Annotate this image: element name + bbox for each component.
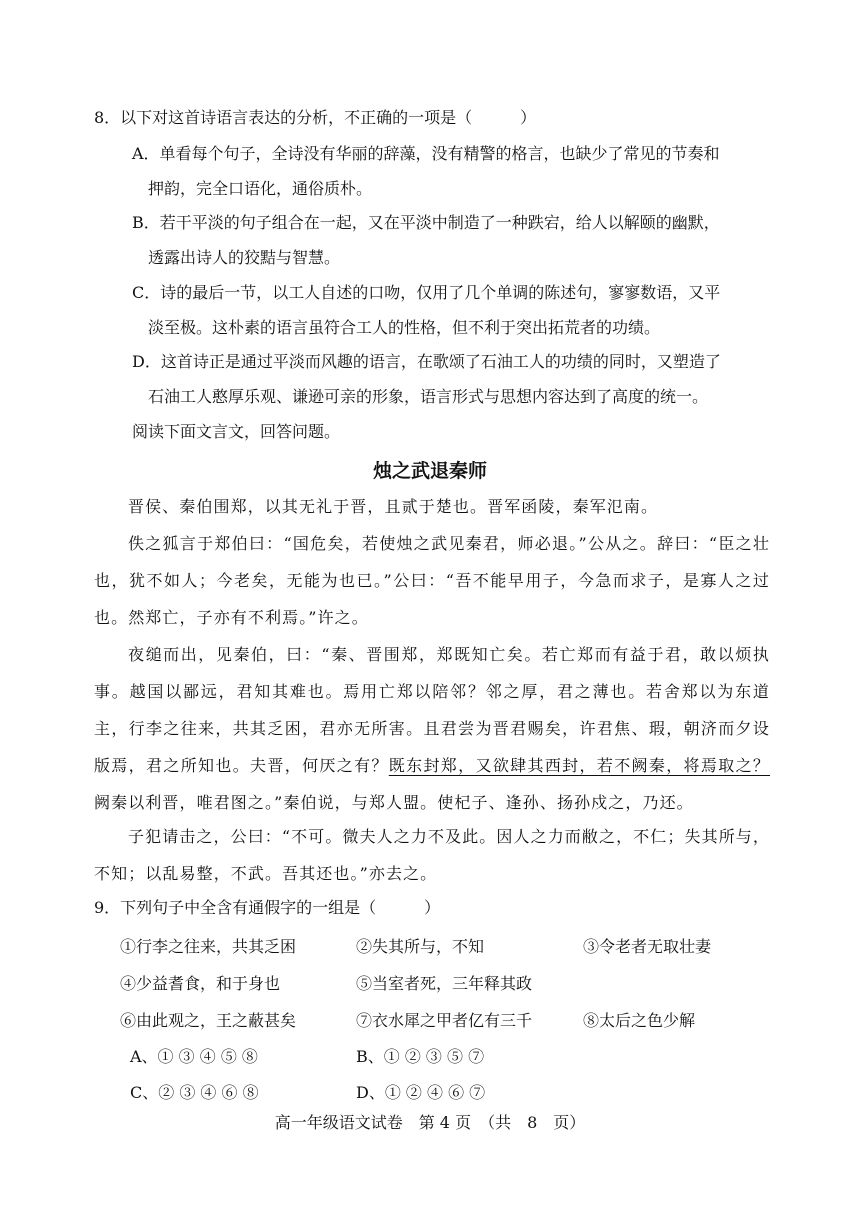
q8-option-c-line2: 淡至极。这朴素的语言虽符合工人的性格，但不利于突出拓荒者的功绩。 <box>148 318 661 337</box>
q8-option-b-line1: B．若干平淡的句子组合在一起，又在平淡中制造了一种跌宕，给人以解颐的幽默， <box>132 213 720 232</box>
reading-instruction: 阅读下面文言文，回答问题。 <box>132 422 341 441</box>
passage-title: 烛之武退秦师 <box>372 460 487 482</box>
paragraph-3-text-a: 夜缒而出，见秦伯，曰：“秦、晋围郑，郑既知亡矣。若亡郑而有益于君，敢以烦执事。越国以鄙远，君知其难也。焉用亡郑以陪邻？邻之厚，君之薄也。若舍郑以为东道主，行李之往来，共其乏困，君亦无所害。且君尝为晋君赐矣，许君焦、瑕，朝济而夕设版焉，君之所知也。夫晋，何厌之有？ <box>94 645 770 775</box>
q8-option-c-line1: C．诗的最后一节，以工人自述的口吻，仅用了几个单调的陈述句，寥寥数语，又平 <box>132 283 721 302</box>
page-footer: 高一年级语文试卷 第 4 页 （共 8 页） <box>274 1113 586 1132</box>
q9-item-6: ⑥由此观之，王之蔽甚矣 <box>120 1011 297 1030</box>
q9-item-1: ①行李之往来，共其乏困 <box>120 937 297 956</box>
question-8-stem: 8．以下对这首诗语言表达的分析，不正确的一项是（ ） <box>94 108 537 127</box>
paragraph-3-text-b: 阙秦以利晋，唯君图之。”秦伯说，与郑人盟。使杞子、逢孙、扬孙戍之，乃还。 <box>94 793 694 812</box>
q9-choice-b: B、① ② ③ ⑤ ⑦ <box>356 1047 485 1066</box>
passage-paragraph-4: 子犯请击之，公曰：“不可。微夫人之力不及此。因人之力而敝之，不仁；失其所与，不知；以乱易整，不武。吾其还也。”亦去之。 <box>94 827 770 883</box>
q9-choice-d: D、① ② ④ ⑥ ⑦ <box>356 1083 486 1102</box>
passage-paragraph-3 <box>94 636 770 821</box>
q9-item-7: ⑦衣水犀之甲者亿有三千 <box>356 1011 533 1030</box>
q8-option-d-line1: D．这首诗正是通过平淡而风趣的语言，在歌颂了石油工人的功绩的同时，又塑造了 <box>132 352 721 371</box>
q8-option-a-line1: A．单看每个句子，全诗没有华丽的辞藻，没有精警的格言，也缺少了常见的节奏和 <box>132 144 720 163</box>
q9-choice-c: C、② ③ ④ ⑥ ⑧ <box>130 1083 259 1102</box>
passage-paragraph-2: 佚之狐言于郑伯曰：“国危矣，若使烛之武见秦君，师必退。”公从之。辞曰：“臣之壮也，犹不如人；今老矣，无能为也已。”公曰：“吾不能早用子，今急而求子，是寡人之过也。然郑亡，子亦有不利焉。”许之。 <box>94 534 770 627</box>
q9-item-4: ④少益耆食，和于身也 <box>120 974 281 993</box>
q8-option-b-line2: 透露出诗人的狡黠与智慧。 <box>148 248 341 267</box>
q9-choice-a: A、① ③ ④ ⑤ ⑧ <box>130 1047 258 1066</box>
q9-item-3: ③令老者无取壮妻 <box>583 937 712 956</box>
q8-option-d-line2: 石油工人憨厚乐观、谦逊可亲的形象，语言形式与思想内容达到了高度的统一。 <box>148 387 709 406</box>
q8-option-a-line2: 押韵，完全口语化，通俗质朴。 <box>148 179 373 198</box>
passage-paragraph-1: 晋侯、秦伯围郑，以其无礼于晋，且贰于楚也。晋军函陵，秦军氾南。 <box>128 497 659 516</box>
q9-item-8: ⑧太后之色少解 <box>583 1011 696 1030</box>
q9-item-5: ⑤当室者死，三年释其政 <box>356 974 533 993</box>
underlined-sentence: 既东封郑，又欲肆其西封，若不阙秦，将焉取之？ <box>388 756 771 775</box>
question-9-stem: 9．下列句子中全含有通假字的一组是（ ） <box>94 898 441 917</box>
q9-item-2: ②失其所与，不知 <box>356 937 485 956</box>
